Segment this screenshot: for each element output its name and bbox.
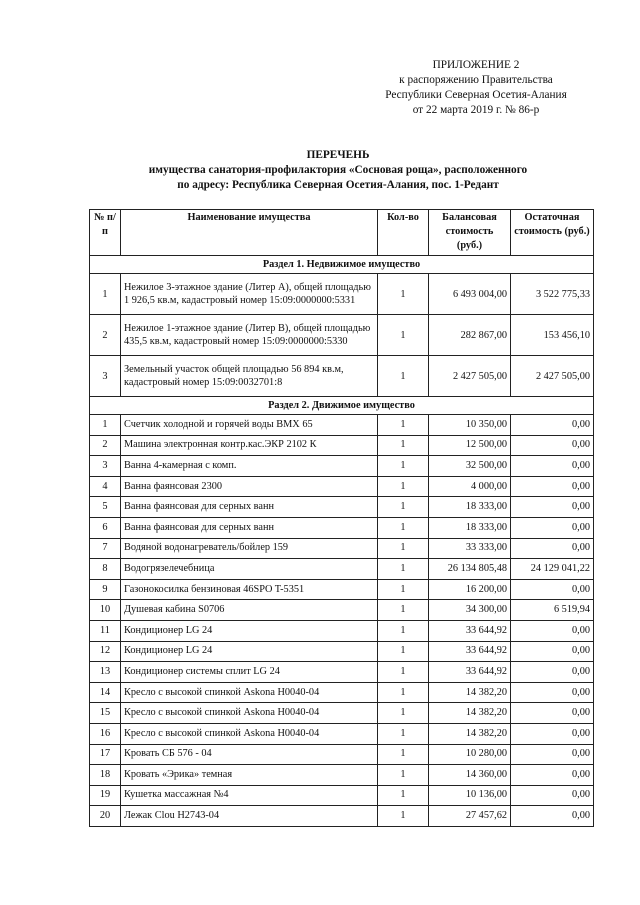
cell-qty: 1 xyxy=(378,785,429,806)
cell-name: Водогрязелечебница xyxy=(121,559,378,580)
table-row xyxy=(90,579,594,600)
cell-balance: 10 280,00 xyxy=(429,744,511,765)
cell-name: Газонокосилка бензиновая 46SPO T-5351 xyxy=(121,579,378,600)
cell-num: 6 xyxy=(90,517,121,538)
section-row xyxy=(90,256,594,274)
cell-name: Кресло с высокой спинкой Askona H0040-04 xyxy=(121,682,378,703)
cell-qty: 1 xyxy=(378,559,429,580)
cell-balance: 14 382,20 xyxy=(429,723,511,744)
appendix-line: ПРИЛОЖЕНИЕ 2 xyxy=(432,59,520,71)
table-body xyxy=(90,256,594,827)
header-residual: Остаточная стоимость (руб.) xyxy=(511,210,594,256)
cell-balance: 12 500,00 xyxy=(429,435,511,456)
cell-name: Кровать «Эрика» темная xyxy=(121,765,378,786)
cell-name: Нежилое 3-этажное здание (Литер А), общей площадью 1 926,5 кв.м, кадастровый номер 15:09:0000000:5331 xyxy=(121,274,378,315)
table-row xyxy=(90,600,594,621)
cell-num: 14 xyxy=(90,682,121,703)
cell-qty: 1 xyxy=(378,806,429,827)
cell-residual: 0,00 xyxy=(511,662,594,683)
cell-balance: 27 457,62 xyxy=(429,806,511,827)
cell-qty: 1 xyxy=(378,517,429,538)
cell-balance: 18 333,00 xyxy=(429,517,511,538)
section-title: Раздел 1. Недвижимое имущество xyxy=(90,256,594,274)
cell-qty: 1 xyxy=(378,723,429,744)
cell-residual: 0,00 xyxy=(511,703,594,724)
appendix-header xyxy=(360,58,592,118)
cell-residual: 0,00 xyxy=(511,497,594,518)
cell-num: 10 xyxy=(90,600,121,621)
cell-name: Кресло с высокой спинкой Askona H0040-04 xyxy=(121,723,378,744)
cell-residual: 0,00 xyxy=(511,456,594,477)
cell-qty: 1 xyxy=(378,703,429,724)
table-row xyxy=(90,476,594,497)
cell-balance: 16 200,00 xyxy=(429,579,511,600)
cell-residual: 3 522 775,33 xyxy=(511,274,594,315)
cell-qty: 1 xyxy=(378,538,429,559)
cell-qty: 1 xyxy=(378,415,429,436)
cell-name: Счетчик холодной и горячей воды ВМХ 65 xyxy=(121,415,378,436)
cell-balance: 14 360,00 xyxy=(429,765,511,786)
cell-num: 19 xyxy=(90,785,121,806)
cell-balance: 26 134 805,48 xyxy=(429,559,511,580)
cell-num: 11 xyxy=(90,620,121,641)
cell-residual: 0,00 xyxy=(511,744,594,765)
cell-residual: 0,00 xyxy=(511,641,594,662)
cell-name: Кресло с высокой спинкой Askona H0040-04 xyxy=(121,703,378,724)
cell-balance: 6 493 004,00 xyxy=(429,274,511,315)
header-name: Наименование имущества xyxy=(121,210,378,256)
cell-balance: 14 382,20 xyxy=(429,703,511,724)
cell-qty: 1 xyxy=(378,641,429,662)
cell-residual: 0,00 xyxy=(511,765,594,786)
cell-residual: 0,00 xyxy=(511,806,594,827)
table-row xyxy=(90,559,594,580)
table-row xyxy=(90,538,594,559)
cell-residual: 0,00 xyxy=(511,682,594,703)
header-num: № п/п xyxy=(90,210,121,256)
table-row xyxy=(90,497,594,518)
cell-balance: 32 500,00 xyxy=(429,456,511,477)
cell-num: 8 xyxy=(90,559,121,580)
cell-balance: 10 350,00 xyxy=(429,415,511,436)
cell-num: 1 xyxy=(90,415,121,436)
cell-name: Душевая кабина S0706 xyxy=(121,600,378,621)
cell-num: 2 xyxy=(90,315,121,356)
cell-name: Водяной водонагреватель/бойлер 159 xyxy=(121,538,378,559)
cell-num: 4 xyxy=(90,476,121,497)
cell-num: 3 xyxy=(90,456,121,477)
appendix-line: к распоряжению Правительства xyxy=(399,74,553,86)
cell-balance: 33 644,92 xyxy=(429,662,511,683)
cell-balance: 2 427 505,00 xyxy=(429,356,511,397)
cell-name: Кровать СБ 576 - 04 xyxy=(121,744,378,765)
cell-num: 7 xyxy=(90,538,121,559)
table-row xyxy=(90,456,594,477)
table-row xyxy=(90,415,594,436)
table-header-row xyxy=(90,210,594,256)
cell-residual: 0,00 xyxy=(511,538,594,559)
cell-num: 2 xyxy=(90,435,121,456)
cell-balance: 33 333,00 xyxy=(429,538,511,559)
cell-num: 16 xyxy=(90,723,121,744)
section-title: Раздел 2. Движимое имущество xyxy=(90,397,594,415)
table-row xyxy=(90,765,594,786)
table-row xyxy=(90,682,594,703)
cell-qty: 1 xyxy=(378,274,429,315)
cell-num: 3 xyxy=(90,356,121,397)
cell-name: Лежак Clou H2743-04 xyxy=(121,806,378,827)
cell-name: Кушетка массажная №4 xyxy=(121,785,378,806)
table-row xyxy=(90,744,594,765)
cell-balance: 18 333,00 xyxy=(429,497,511,518)
cell-qty: 1 xyxy=(378,476,429,497)
cell-num: 5 xyxy=(90,497,121,518)
cell-qty: 1 xyxy=(378,579,429,600)
cell-residual: 0,00 xyxy=(511,579,594,600)
cell-residual: 6 519,94 xyxy=(511,600,594,621)
table-row xyxy=(90,274,594,315)
cell-balance: 33 644,92 xyxy=(429,641,511,662)
cell-name: Ванна фаянсовая для серных ванн xyxy=(121,497,378,518)
cell-name: Ванна 4-камерная с комп. xyxy=(121,456,378,477)
table-row xyxy=(90,703,594,724)
appendix-line: от 22 марта 2019 г. № 86-р xyxy=(412,104,540,116)
table-row xyxy=(90,806,594,827)
table-row xyxy=(90,315,594,356)
cell-residual: 0,00 xyxy=(511,435,594,456)
table-row xyxy=(90,356,594,397)
cell-balance: 34 300,00 xyxy=(429,600,511,621)
cell-name: Кондиционер системы сплит LG 24 xyxy=(121,662,378,683)
cell-qty: 1 xyxy=(378,456,429,477)
title-line: ПЕРЕЧЕНЬ xyxy=(306,149,370,161)
table-row xyxy=(90,620,594,641)
title-line: по адресу: Республика Северная Осетия-Алания, пос. 1-Редант xyxy=(177,179,499,191)
cell-residual: 0,00 xyxy=(511,517,594,538)
cell-residual: 2 427 505,00 xyxy=(511,356,594,397)
cell-residual: 0,00 xyxy=(511,620,594,641)
cell-balance: 4 000,00 xyxy=(429,476,511,497)
header-balance: Балансовая стоимость (руб.) xyxy=(429,210,511,256)
cell-qty: 1 xyxy=(378,315,429,356)
header-qty: Кол-во xyxy=(378,210,429,256)
cell-balance: 10 136,00 xyxy=(429,785,511,806)
cell-residual: 0,00 xyxy=(511,415,594,436)
cell-name: Нежилое 1-этажное здание (Литер В), общей площадью 435,5 кв.м, кадастровый номер 15:09:0000000:5330 xyxy=(121,315,378,356)
table-row xyxy=(90,785,594,806)
cell-qty: 1 xyxy=(378,435,429,456)
cell-qty: 1 xyxy=(378,497,429,518)
cell-qty: 1 xyxy=(378,765,429,786)
cell-name: Земельный участок общей площадью 56 894 кв.м, кадастровый номер 15:09:0032701:8 xyxy=(121,356,378,397)
cell-balance: 14 382,20 xyxy=(429,682,511,703)
cell-residual: 0,00 xyxy=(511,723,594,744)
title-line: имущества санатория-профилактория «Сосновая роща», расположенного xyxy=(148,164,528,176)
cell-residual: 153 456,10 xyxy=(511,315,594,356)
property-table xyxy=(89,209,594,827)
table-row xyxy=(90,723,594,744)
appendix-line: Республики Северная Осетия-Алания xyxy=(385,89,567,101)
table-row xyxy=(90,435,594,456)
cell-num: 17 xyxy=(90,744,121,765)
document-title xyxy=(60,148,616,193)
cell-qty: 1 xyxy=(378,356,429,397)
cell-num: 20 xyxy=(90,806,121,827)
table-row xyxy=(90,641,594,662)
cell-name: Машина электронная контр.кас.ЭКР 2102 К xyxy=(121,435,378,456)
cell-name: Ванна фаянсовая для серных ванн xyxy=(121,517,378,538)
cell-num: 15 xyxy=(90,703,121,724)
cell-qty: 1 xyxy=(378,662,429,683)
cell-num: 18 xyxy=(90,765,121,786)
cell-residual: 0,00 xyxy=(511,476,594,497)
cell-name: Кондиционер LG 24 xyxy=(121,620,378,641)
cell-name: Ванна фаянсовая 2300 xyxy=(121,476,378,497)
cell-name: Кондиционер LG 24 xyxy=(121,641,378,662)
cell-num: 12 xyxy=(90,641,121,662)
cell-num: 13 xyxy=(90,662,121,683)
cell-residual: 0,00 xyxy=(511,785,594,806)
section-row xyxy=(90,397,594,415)
cell-qty: 1 xyxy=(378,682,429,703)
table-row xyxy=(90,662,594,683)
cell-residual: 24 129 041,22 xyxy=(511,559,594,580)
cell-qty: 1 xyxy=(378,600,429,621)
cell-num: 1 xyxy=(90,274,121,315)
cell-num: 9 xyxy=(90,579,121,600)
cell-balance: 33 644,92 xyxy=(429,620,511,641)
cell-qty: 1 xyxy=(378,744,429,765)
cell-balance: 282 867,00 xyxy=(429,315,511,356)
cell-qty: 1 xyxy=(378,620,429,641)
table-row xyxy=(90,517,594,538)
